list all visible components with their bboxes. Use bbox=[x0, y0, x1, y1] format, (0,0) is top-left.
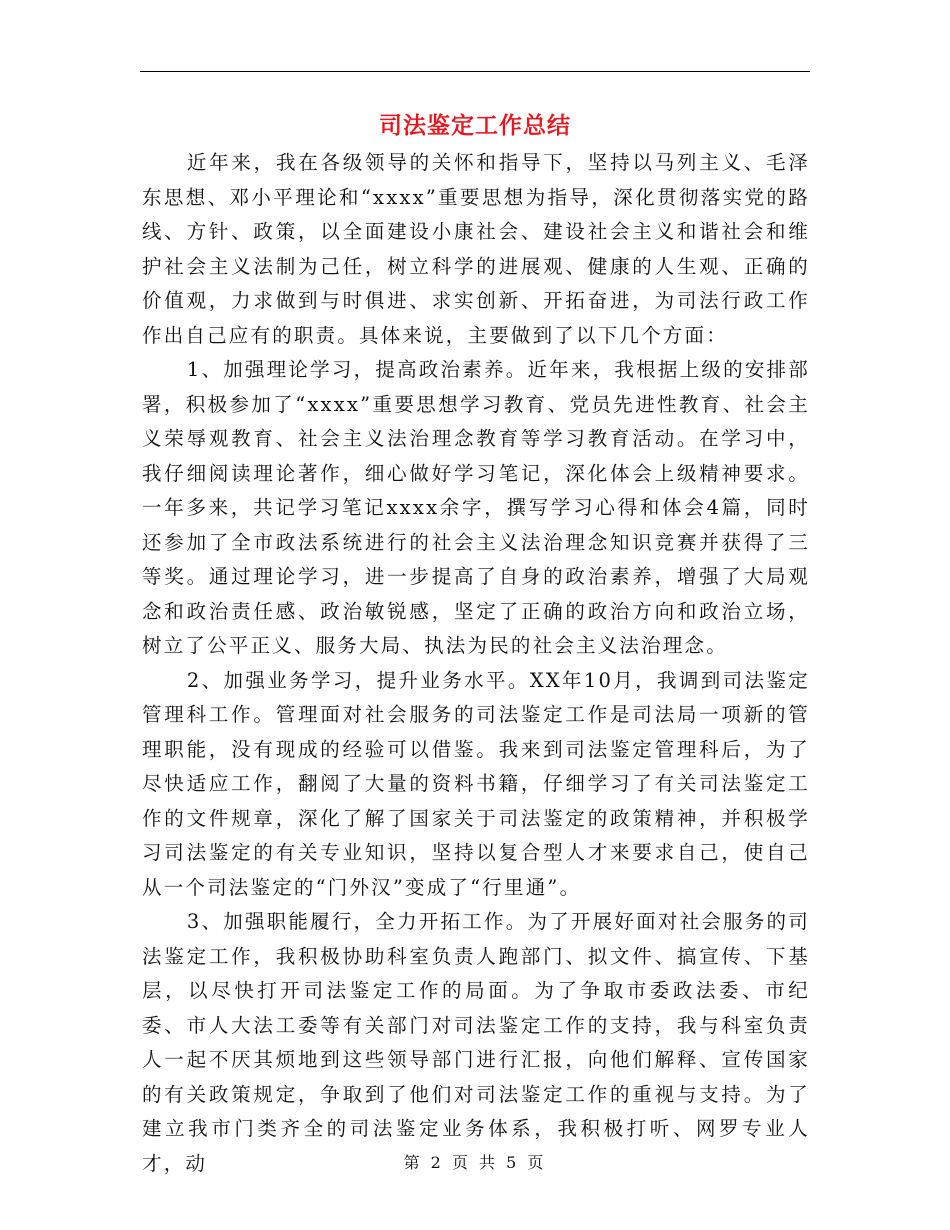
header-rule bbox=[140, 71, 810, 72]
paragraph-duty-performance: 3、加强职能履行，全力开拓工作。为了开展好面对社会服务的司法鉴定工作，我积极协助科室负责人跑部门、拟文件、搞宣传、下基层，以尽快打开司法鉴定工作的局面。为了争取市委政法委、市纪委、市人大法工委等有关部门对司法鉴定工作的支持，我与科室负责人一起不厌其烦地到这些领导部门进行汇报，向他们解释、宣传国家的有关政策规定，争取到了他们对司法鉴定工作的重视与支持。为了建立我市门类齐全的司法鉴定业务体系，我积极打听、网罗专业人才，动 bbox=[142, 910, 810, 1175]
paragraph-business-study: 2、加强业务学习，提升业务水平。XX年10月，我调到司法鉴定管理科工作。管理面对社会服务的司法鉴定工作是司法局一项新的管理职能，没有现成的经验可以借鉴。我来到司法鉴定管理科后，为了尽快适应工作，翻阅了大量的资料书籍，仔细学习了有关司法鉴定工作的文件规章，深化了解了国家关于司法鉴定的政策精神，并积极学习司法鉴定的有关专业知识，坚持以复合型人才来要求自己，使自己从一个司法鉴定的“门外汉”变成了“行里通”。 bbox=[142, 668, 810, 899]
paragraph-intro: 近年来，我在各级领导的关怀和指导下，坚持以马列主义、毛泽东思想、邓小平理论和“xxxx”重要思想为指导，深化贯彻落实党的路线、方针、政策，以全面建设小康社会、建设社会主义和谐社会和维护社会主义法制为己任，树立科学的进展观、健康的人生观、正确的价值观，力求做到与时俱进、求实创新、开拓奋进，为司法行政工作作出自己应有的职责。具体来说，主要做到了以下几个方面： bbox=[142, 151, 810, 347]
document-body bbox=[142, 146, 810, 1181]
paragraph-theory-study: 1、加强理论学习，提高政治素养。近年来，我根据上级的安排部署，积极参加了“xxxx”重要思想学习教育、党员先进性教育、社会主义荣辱观教育、社会主义法治理念教育等学习教育活动。在学习中，我仔细阅读理论著作，细心做好学习笔记，深化体会上级精神要求。一年多来，共记学习笔记xxxx余字，撰写学习心得和体会4篇，同时还参加了全市政法系统进行的社会主义法治理念知识竞赛并获得了三等奖。通过理论学习，进一步提高了自身的政治素养，增强了大局观念和政治责任感、政治敏锐感，坚定了正确的政治方向和政治立场，树立了公平正义、服务大局、执法为民的社会主义法治理念。 bbox=[142, 358, 810, 657]
page-number: 第 2 页 共 5 页 bbox=[403, 1153, 547, 1172]
document-title: 司法鉴定工作总结 bbox=[379, 112, 571, 139]
